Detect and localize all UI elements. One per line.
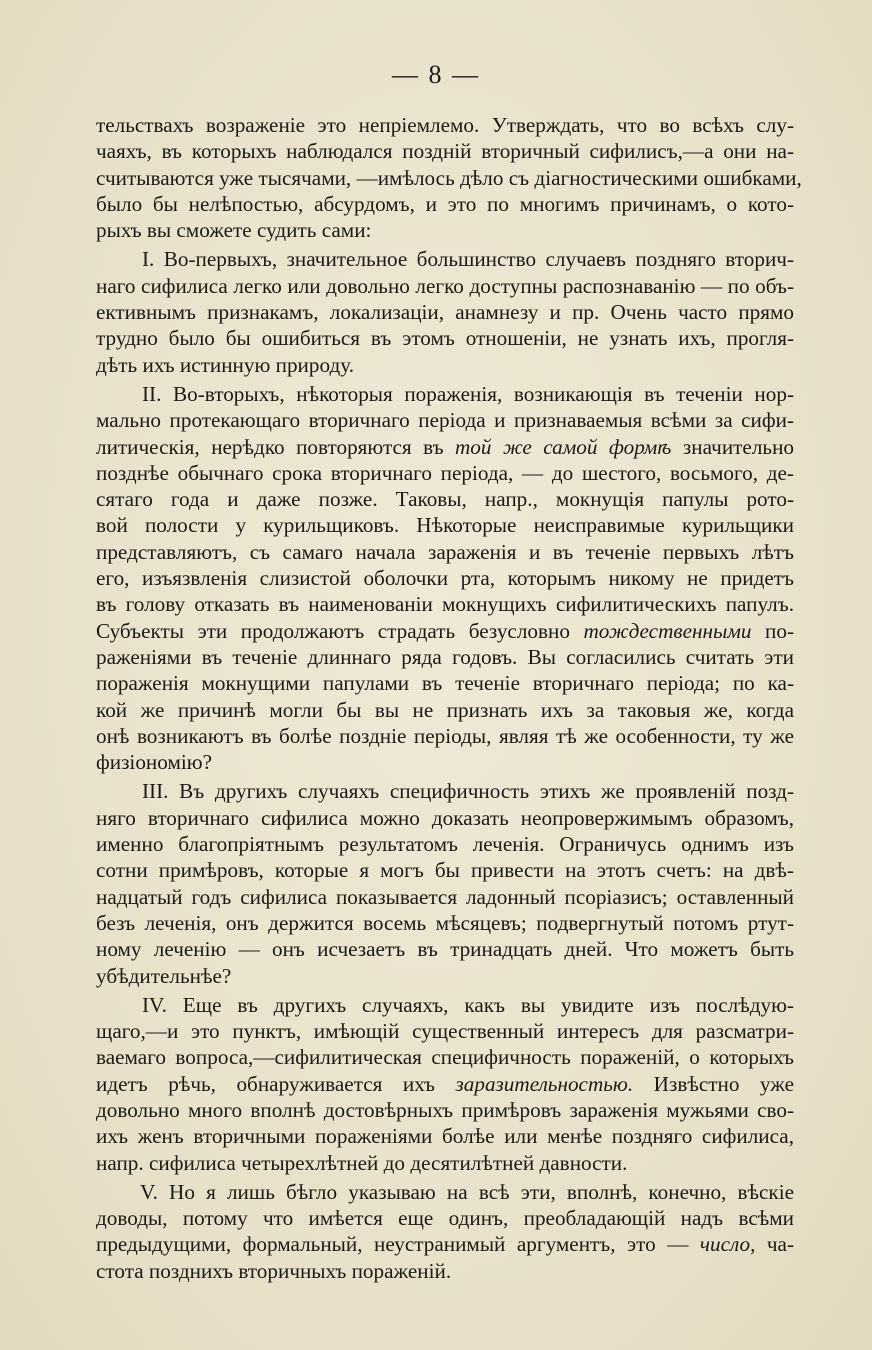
text-line: наго сифилиса легко или довольно легко доступны распознаванію — по объ- <box>96 273 794 298</box>
text-line <box>96 434 794 460</box>
text-line: довольно много вполнѣ достовѣрныхъ примѣровъ зараженія мужьями сво- <box>96 1097 794 1122</box>
text-line: представляютъ, съ самаго начала зараженія и въ теченіе первыхъ лѣтъ <box>96 539 794 564</box>
text-line: IV. Еще въ другихъ случаяхъ, какъ вы увидите изъ послѣдую- <box>142 992 794 1017</box>
text-line: пораженія мокнущими папулами въ теченіе вторичнаго періода; по ка- <box>96 671 794 696</box>
text-line: ному леченію — онъ исчезаетъ въ тринадцать дней. Что можетъ быть <box>96 937 794 962</box>
text-line: няго вторичнаго сифилиса можно доказать неопровержимымъ образомъ, <box>96 805 794 830</box>
text-line: II. Во-вторыхъ, нѣкоторыя пораженія, возникающія въ теченіи нор- <box>142 381 794 406</box>
paragraph-ii <box>96 381 794 775</box>
text-line <box>96 1231 794 1257</box>
text-line: онѣ возникаютъ въ болѣе поздніе періоды, являя тѣ же особенности, ту же <box>96 723 794 748</box>
text-line: напр. сифилиса четырехлѣтней до десятилѣтней давности. <box>96 1150 628 1175</box>
text-line: раженіями въ теченіе длиннаго ряда годовъ. Вы согласились считать эти <box>96 644 794 669</box>
text-segment: Субъекты эти продолжаютъ страдать безусловно <box>96 618 570 643</box>
text-line: тельствахъ возраженіе это непріемлемо. Утверждать, что во всѣхъ слу- <box>96 113 794 137</box>
paragraph-v <box>96 1179 794 1284</box>
text-line: щаго,—и это пунктъ, имѣющій существенный интересъ для разсматри- <box>96 1019 794 1044</box>
text-line <box>96 618 794 644</box>
text-line: стота позднихъ вторичныхъ пораженій. <box>96 1258 452 1283</box>
text-line: ективнымъ признакамъ, локализаціи, анамнезу и пр. Очень часто прямо <box>96 300 794 325</box>
text-line: мально протекающаго вторичнаго періода и признаваемыя всѣми за сифи- <box>96 408 794 433</box>
italic-emphasis: той же самой формѣ <box>455 434 672 459</box>
paragraph-iv <box>96 992 794 1176</box>
text-line: V. Но я лишь бѣгло указываю на всѣ эти, вполнѣ, конечно, вѣскіе <box>140 1179 794 1204</box>
text-line: доводы, потому что имѣется еще одинъ, преобладающій надъ всѣми <box>96 1206 794 1231</box>
text-line: физіономію? <box>96 750 212 775</box>
text-segment: литическія, нерѣдко повторяются въ <box>96 434 444 459</box>
paragraph-iii <box>96 778 794 988</box>
text-segment: по- <box>765 618 795 643</box>
text-line <box>96 1071 794 1097</box>
text-line: I. Во-первыхъ, значительное большинство случаевъ поздняго вторич- <box>142 247 794 272</box>
text-line: именно благопріятнымъ результатомъ леченія. Ограничусь однимъ изъ <box>96 832 794 857</box>
text-line: вой полости у курильщиковъ. Нѣкоторые неисправимые курильщики <box>96 513 794 538</box>
text-line: сотни примѣровъ, которые я могъ бы привести на этотъ счетъ: на двѣ- <box>96 858 794 883</box>
paragraph <box>96 112 802 243</box>
text-line: рыхъ вы сможете судить сами: <box>96 218 372 243</box>
text-line: въ голову отказать въ наименованіи мокнущихъ сифилитическихъ папулъ. <box>96 592 794 617</box>
text-line: трудно было бы ошибиться въ этомъ отношеніи, не узнать ихъ, прогля- <box>96 326 794 351</box>
italic-emphasis: тождественными <box>583 618 752 643</box>
text-segment: предыдущими, формальный, неустранимый аргументъ, это — <box>96 1232 689 1257</box>
text-segment: значительно <box>682 434 794 459</box>
text-line: III. Въ другихъ случаяхъ специфичность этихъ же проявленій позд- <box>142 779 794 804</box>
italic-emphasis: заразительностью. <box>455 1071 634 1096</box>
text-segment: идетъ рѣчь, обнаруживается ихъ <box>96 1071 435 1096</box>
italic-emphasis: число, <box>699 1232 756 1257</box>
text-line: чаяхъ, въ которыхъ наблюдался поздній вторичный сифилисъ,—а они на- <box>96 139 794 164</box>
text-line: надцатый годъ сифилиса показывается ладонный псоріазисъ; оставленный <box>96 884 794 909</box>
page-number: — 8 — <box>392 60 480 89</box>
paragraph-i <box>96 246 794 377</box>
text-line: безъ леченія, онъ держится восемь мѣсяцевъ; подвергнутый потомъ ртут- <box>96 910 794 935</box>
text-segment: Извѣстно уже <box>653 1071 795 1096</box>
text-segment: ча- <box>766 1232 795 1257</box>
text-line: ваемаго вопроса,—сифилитическая специфичность пораженій, о которыхъ <box>96 1045 794 1070</box>
text-line: убѣдительнѣе? <box>96 963 232 988</box>
text-line: дѣть ихъ истинную природу. <box>96 352 355 377</box>
text-line: считываются уже тысячами, —имѣлось дѣло съ діагностическими ошибками, <box>96 165 802 190</box>
text-line: позднѣе обычнаго срока вторичнаго періода, — до шестого, восьмого, де- <box>96 460 794 485</box>
text-line: его, изъязвленія слизистой оболочки рта, которымъ никому не придетъ <box>96 566 794 591</box>
text-line: ихъ женъ вторичными пораженіями болѣе или менѣе поздняго сифилиса, <box>96 1124 794 1149</box>
text-line: было бы нелѣпостью, абсурдомъ, и это по многимъ причинамъ, о кото- <box>96 191 794 216</box>
text-line: сятаго года и даже позже. Таковы, напр., мокнущія папулы рото- <box>96 487 794 512</box>
text-line: кой же причинѣ могли бы вы не признать ихъ за таковыя же, когда <box>96 697 794 722</box>
body-text <box>96 112 802 1284</box>
